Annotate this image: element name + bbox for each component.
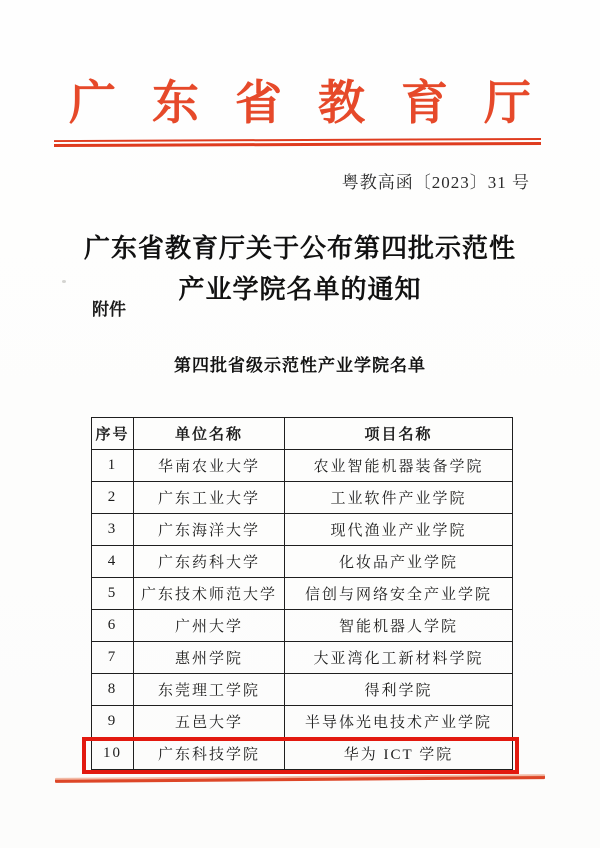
notice-title-line2: 产业学院名单的通知 [178,275,422,304]
cell-unit: 广东药科大学 [134,546,285,578]
letterhead-title: 广东省教育厅 [69,78,567,130]
notice-title [0,228,600,310]
red-underline [55,774,545,783]
cell-index: 2 [92,482,134,514]
cell-project: 得利学院 [285,674,513,706]
cell-project: 化妆品产业学院 [285,546,513,578]
cell-project: 华为 ICT 学院 [285,738,513,770]
notice-title-line1: 广东省教育厅关于公布第四批示范性 [83,234,516,263]
header-cell-index: 序号 [92,418,134,450]
cell-index: 9 [92,706,134,738]
cell-project: 智能机器人学院 [285,610,513,642]
table-row [92,642,513,674]
cell-unit: 广东科技学院 [134,738,285,770]
cell-unit: 东莞理工学院 [134,674,285,706]
cell-unit: 华南农业大学 [134,450,285,482]
header-cell-unit: 单位名称 [134,418,285,450]
table-row [92,674,513,706]
cell-project: 工业软件产业学院 [285,482,513,514]
cell-project: 大亚湾化工新材料学院 [285,642,513,674]
table-row [92,610,513,642]
cell-unit: 广州大学 [134,610,285,642]
cell-index: 6 [92,610,134,642]
cell-index: 10 [92,738,134,770]
cell-index: 4 [92,546,134,578]
cell-index: 3 [92,514,134,546]
header-cell-project: 项目名称 [285,418,513,450]
cell-unit: 广东工业大学 [134,482,285,514]
table-row [92,514,513,546]
letterhead-double-rule [54,138,541,147]
cell-index: 8 [92,674,134,706]
table-row [92,578,513,610]
table-row-highlighted [92,738,513,770]
cell-project: 现代渔业产业学院 [285,514,513,546]
cell-unit: 广东技术师范大学 [134,578,285,610]
cell-unit: 广东海洋大学 [134,514,285,546]
table-row [92,546,513,578]
cell-project: 农业智能机器装备学院 [285,450,513,482]
cell-project: 半导体光电技术产业学院 [285,706,513,738]
cell-index: 5 [92,578,134,610]
attachment-label: 附件 [92,300,126,319]
cell-unit: 五邑大学 [134,706,285,738]
cell-index: 1 [92,450,134,482]
document-number: 粤教高函〔2023〕31 号 [341,173,530,192]
table-row [92,482,513,514]
scan-artifact-dot [62,280,66,283]
table-title: 第四批省级示范性产业学院名单 [174,356,426,375]
table-header-row [92,418,513,450]
cell-index: 7 [92,642,134,674]
table-row [92,450,513,482]
college-list-table [91,417,513,770]
table-row [92,706,513,738]
cell-unit: 惠州学院 [134,642,285,674]
cell-project: 信创与网络安全产业学院 [285,578,513,610]
